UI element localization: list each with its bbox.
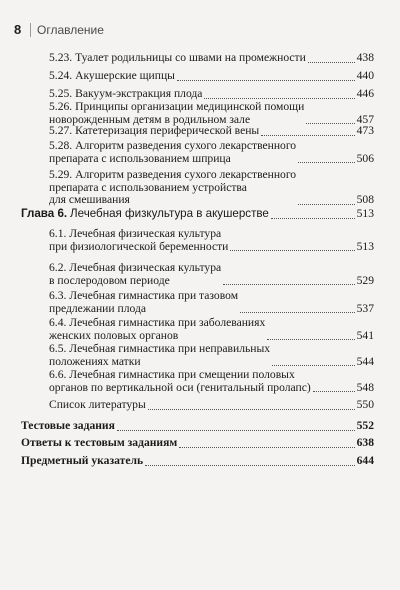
toc-entry xyxy=(49,228,374,253)
toc-entry xyxy=(49,317,374,342)
dot-leader xyxy=(117,430,355,431)
toc-entry-page: 537 xyxy=(356,301,374,315)
toc-entry-page: 440 xyxy=(356,69,374,82)
dot-leader xyxy=(204,98,354,99)
toc-entry xyxy=(49,369,374,394)
toc-section xyxy=(21,420,374,433)
page-number: 8 xyxy=(14,22,22,37)
header-divider xyxy=(30,23,31,37)
toc-entry xyxy=(49,262,374,287)
toc-section-title: Тестовые задания xyxy=(21,419,115,432)
toc-entry-page: 550 xyxy=(356,398,374,411)
toc-entry-title: Список литературы xyxy=(49,398,146,411)
toc-entry-title: 5.23. Туалет родильницы со швами на промежности xyxy=(49,51,306,64)
dot-leader xyxy=(308,62,355,63)
toc-entry-page: 513 xyxy=(356,239,374,253)
dot-leader xyxy=(240,312,355,313)
running-title: Оглавление xyxy=(37,23,104,37)
toc-chapter xyxy=(21,208,374,221)
toc-entry-page: 508 xyxy=(356,193,374,207)
toc-entry-title: 5.25. Вакуум-экстракция плода xyxy=(49,87,203,100)
toc-entry xyxy=(49,70,374,83)
dot-leader xyxy=(223,284,354,285)
dot-leader xyxy=(230,250,354,251)
toc-entry-page: 552 xyxy=(356,419,374,432)
toc-entry xyxy=(49,88,374,101)
toc-entry xyxy=(49,125,374,138)
toc-entry-page: 457 xyxy=(356,112,374,126)
toc-entry xyxy=(49,52,374,65)
toc-section-title: Предметный указатель xyxy=(21,454,144,467)
dot-leader xyxy=(145,465,355,466)
chapter-label: Глава 6. xyxy=(21,207,68,220)
toc-entry xyxy=(49,343,374,368)
dot-leader xyxy=(272,365,355,366)
dot-leader xyxy=(298,204,355,205)
toc-entry-page: 446 xyxy=(356,87,374,100)
dot-leader xyxy=(179,447,354,448)
toc-section xyxy=(21,437,374,450)
toc-entry-title: 6.1. Лечебная физическая культура при физиологической беременности xyxy=(49,227,229,253)
toc-entry xyxy=(49,140,374,165)
toc-entry-title: 6.4. Лечебная гимнастика при заболеваниях женских половых органов xyxy=(49,316,266,342)
toc-entry-title: 6.3. Лечебная гимнастика при тазовом предлежании плода xyxy=(49,289,239,315)
toc-entry-title: 5.24. Акушерские щипцы xyxy=(49,69,175,82)
toc-entry-page: 544 xyxy=(356,354,374,368)
toc-entry-page: 638 xyxy=(356,436,374,449)
dot-leader xyxy=(267,339,354,340)
toc-entry-title: 5.26. Принципы организации медицинской помощи новорожденным детям в родильном зале xyxy=(49,100,305,126)
toc-entry xyxy=(49,290,374,315)
toc-entry-page: 438 xyxy=(356,51,374,64)
toc-entry-page: 644 xyxy=(356,454,374,467)
toc-entry-page: 548 xyxy=(356,380,374,394)
toc-entry-title: 6.2. Лечебная физическая культура в послеродовом периоде xyxy=(49,261,222,287)
toc-entry-page: 541 xyxy=(356,328,374,342)
running-header xyxy=(0,22,400,42)
toc-section xyxy=(21,455,374,468)
toc-entry-title: 6.5. Лечебная гимнастика при неправильных положениях матки xyxy=(49,342,271,368)
toc-entry-page: 513 xyxy=(356,207,374,220)
toc-entry-title: 5.28. Алгоритм разведения сухого лекарственного препарата с использованием шприца xyxy=(49,139,297,165)
dot-leader xyxy=(177,80,355,81)
toc-entry xyxy=(49,101,374,126)
toc-chapter-title xyxy=(21,208,269,221)
toc-entry xyxy=(49,169,374,207)
toc-entry-title: 5.27. Катетеризация периферической вены xyxy=(49,124,260,137)
toc-entry-page: 529 xyxy=(356,273,374,287)
toc-entry xyxy=(49,399,374,412)
toc-entry-page: 473 xyxy=(356,124,374,137)
dot-leader xyxy=(261,135,354,136)
toc-entry-title: 6.6. Лечебная гимнастика при смещении половых органов по вертикальной оси (генитальный пролапс) xyxy=(49,368,311,394)
toc-entry-title: 5.29. Алгоритм разведения сухого лекарственного препарата с использованием устройства для смешивания xyxy=(49,168,297,207)
dot-leader xyxy=(313,391,355,392)
toc-entry-page: 506 xyxy=(356,151,374,165)
toc-section-title: Ответы к тестовым заданиям xyxy=(21,436,178,449)
dot-leader xyxy=(298,162,355,163)
chapter-name: Лечебная физкультура в акушерстве xyxy=(70,207,269,220)
dot-leader xyxy=(148,409,355,410)
dot-leader xyxy=(271,218,355,219)
